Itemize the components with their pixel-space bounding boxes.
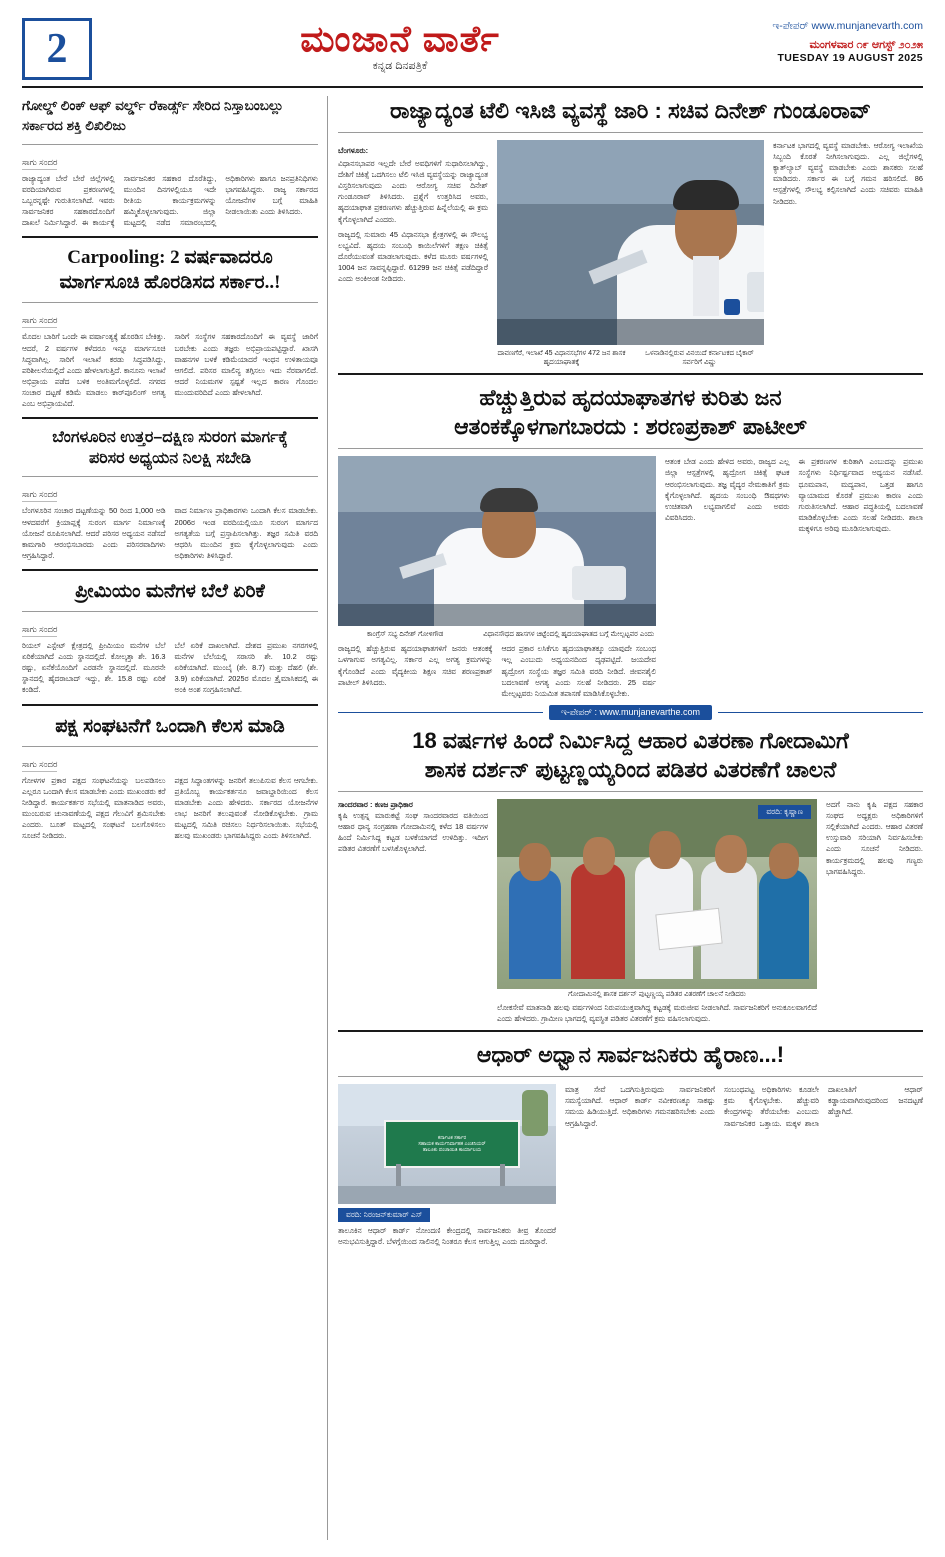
story-carpooling xyxy=(22,246,318,409)
photo-caption-right: ಒಳನಾಡಿನಲ್ಲಿರುವ ವಿನಯಿದೆ ಕರ್ನಾಟಕದ ಬೈಕಾರ್ ಸರ್ವರಿಗೆ ವಿಷ್ಣು xyxy=(645,350,754,367)
story-party-organisation-headline: ಪಕ್ಷ ಸಂಘಟನೆಗೆ ಒಂದಾಗಿ ಕೆಲಸ ಮಾಡಿ xyxy=(55,715,285,737)
paper-subtitle: ಕನ್ನಡ ದಿನಪತ್ರಿಕೆ xyxy=(372,59,428,72)
left-column xyxy=(22,96,328,1540)
story-tunnel-byline: ಸಾಗು ಸಂದರ xyxy=(22,489,57,502)
story-premium-homes-body-2: ಬೆಲೆ ಏರಿಕೆ ದಾಖಲಾಗಿದೆ. ದೇಶದ ಪ್ರಮುಖ ನಗರಗಳಲ್ಲಿ ಮನೆಗಳ ಬೆಲೆಯಲ್ಲಿ ಸರಾಸರಿ ಶೇ. 10.2 ರಷ್ಟು ಏರಿಕೆಯಾಗಿದೆ. ಮುಂಬೈ (ಶೇ. 8.7) ಮತ್ತು ದೆಹಲಿ (ಶೇ. 3.9) ಏರಿಕೆಯಾಗಿದೆ. 2025ರ ಮೊದಲ ತ್ರೈಮಾಸಿಕದಲ್ಲಿ ಈ ಅಂಕಿ ಅಂಶ ಸಂಗ್ರಹಿಸಲಾಗಿದೆ. xyxy=(174,641,318,695)
page-body xyxy=(22,96,923,1540)
story-tele-ecg-headline: ರಾಜ್ಯಾದ್ಯಂತ ಟೆಲಿ ಇಸಿಜಿ ವ್ಯವಸ್ಥೆ ಜಾರಿ : ಸಚಿವ ದಿನೇಶ್ ಗುಂಡೂರಾವ್ xyxy=(390,98,871,123)
epaper-label: ಇ-ಪೇಪರ್ xyxy=(772,20,809,32)
story-party-organisation-body-2: ಪಕ್ಷದ ಸಿದ್ಧಾಂತಗಳನ್ನು ಜನರಿಗೆ ತಲುಪಿಸುವ ಕೆಲಸ ಆಗಬೇಕು. ಪ್ರತಿಯೊಬ್ಬ ಕಾರ್ಯಕರ್ತನೂ ಜವಾಬ್ದಾರಿಯಿಂದ ಕೆಲಸ ಮಾಡಬೇಕು ಎಂದು ಹೇಳಿದರು. ಸರ್ಕಾರದ ಯೋಜನೆಗಳ ಲಾಭ ಜನರಿಗೆ ತಲುಪುವಂತೆ ನೋಡಿಕೊಳ್ಳಬೇಕು. ಗ್ರಾಮ ಮಟ್ಟದಲ್ಲಿ ಸಮಿತಿ ರಚಿಸಲು ನಿರ್ಧರಿಸಲಾಯಿತು. ಸಭೆಯಲ್ಲಿ ಹಲವು ಮುಖಂಡರು ಭಾಗವಹಿಸಿದ್ದರು ಎಂದು ತಿಳಿಸಲಾಗಿದೆ. xyxy=(174,775,318,841)
story-party-organisation xyxy=(22,714,318,842)
godown-photo-caption: ಗೋದಾಮಿನಲ್ಲಿ ಶಾಸಕ ದರ್ಶನ್ ಪುಟ್ಟಣ್ಣಯ್ಯ ಪಡಿತರ ವಿತರಣೆಗೆ ಚಾಲನೆ ನೀಡಿದರು xyxy=(568,990,746,998)
story-heart-attack-body-1: ರಾಜ್ಯದಲ್ಲಿ ಹೆಚ್ಚುತ್ತಿರುವ ಹೃದಯಾಘಾತಗಳಿಗೆ ಜನರು ಆತಂಕಕ್ಕೆ ಒಳಗಾಗುವ ಅಗತ್ಯವಿಲ್ಲ. ಸರ್ಕಾರ ಎಲ್ಲ ಅಗತ್ಯ ಕ್ರಮಗಳನ್ನು ಕೈಗೊಂಡಿದೆ ಎಂದು ವೈದ್ಯಕೀಯ ಶಿಕ್ಷಣ ಸಚಿವ ಶರಣಪ್ರಕಾಶ್ ಪಾಟೀಲ್ ತಿಳಿಸಿದರು. xyxy=(338,644,493,687)
main-column xyxy=(338,96,923,1540)
story-tunnel xyxy=(22,427,318,561)
story-premium-homes-body-1: ರಿಯಲ್ ಎಸ್ಟೇಟ್ ಕ್ಷೇತ್ರದಲ್ಲಿ ಪ್ರೀಮಿಯಂ ಮನೆಗಳ ಬೆಲೆ ಏರಿಕೆಯಾಗಿದೆ ಎಂದು ಸ್ಥಾನದಲ್ಲಿದೆ. ಕೋಲ್ಕತ್ತಾ ಶೇ. 16.3 ರಷ್ಟು, ಏನೆಕೆಯೊಂದಿಗೆ ಎರಡನೇ ಸ್ಥಾನದಲ್ಲಿದೆ. ಮೂರನೇ ಸ್ಥಾನದಲ್ಲಿ ಹೈದರಾಬಾದ್ ಇದ್ದು, ಶೇ. 15.8 ರಷ್ಟು ಏರಿಕೆ ಕಂಡಿದೆ. xyxy=(22,641,166,695)
masthead xyxy=(22,18,923,88)
website-url: www.munjanevarth.com xyxy=(811,20,923,32)
story-carpooling-body-1: ಮೊದಲ ಬಾರಿಗೆ ಒಂದೇ ಈ ವರ್ಷಾಂತ್ಯಕ್ಕೆ ಹೊರಡಿಸ ಬೇಕಿತ್ತು. ಆದರೆ, 2 ವರ್ಷಗಳ ಕಳೆದರೂ ಇನ್ನೂ ಮಾರ್ಗಸೂಚಿ ಸಿದ್ಧವಾಗಿಲ್ಲ. ಸಾರಿಗೆ ಇಲಾಖೆ ಕರಡು ಸಿದ್ಧಪಡಿಸಿದ್ದು, ಪರಿಶೀಲನೆಯಲ್ಲಿದೆ ಎಂದು ಹೇಳಲಾಗುತ್ತಿದೆ. ಕಾನೂನು ಇಲಾಖೆ ಅಭಿಪ್ರಾಯ ಪಡೆದ ಬಳಿಕ ಅಂತಿಮಗೊಳ್ಳಲಿದೆ. ನಗರದ ಸಂಚಾರ ದಟ್ಟಣೆ ಕಡಿಮೆ ಮಾಡಲು ಕಾರ್‌ಪೂಲಿಂಗ್ ಅಗತ್ಯ ಎಂಬ ಅಭಿಪ್ರಾಯವಿದೆ. xyxy=(22,332,166,409)
story-aadhaar-body-2: ಮಾತ್ರ ಸೇವೆ ಒದಗಿಸುತ್ತಿರುವುದು ಸಾರ್ವಜನಿಕರಿಗೆ ಸಮಸ್ಯೆಯಾಗಿದೆ. ಆಧಾರ್ ಕಾರ್ಡ್ ನವೀಕರಣಕ್ಕೂ ಸಾಕಷ್ಟು ಸಮಯ ಹಿಡಿಯುತ್ತಿದೆ. ಅಧಿಕಾರಿಗಳು ಗಮನಹರಿಸಬೇಕು ಎಂದು ಆಗ್ರಹಿಸಿದ್ದಾರೆ. xyxy=(565,1085,715,1128)
board-line-1: ಕರ್ನಾಟಕ ಸರ್ಕಾರ xyxy=(437,1134,467,1141)
masthead-title-wrap xyxy=(92,20,708,73)
story-carpooling-byline: ಸಾಗು ಸಂದರ xyxy=(22,315,57,328)
story-carpooling-headline-2: ಮಾರ್ಗಸೂಚಿ ಹೊರಡಿಸದ ಸರ್ಕಾರ..! xyxy=(59,271,281,293)
story-carpooling-body-2: ಸಾರಿಗೆ ಸಂಸ್ಥೆಗಳ ಸಹಕಾರದೊಂದಿಗೆ ಈ ವ್ಯವಸ್ಥೆ ಜಾರಿಗೆ ಬರಬೇಕು ಎಂದು ತಜ್ಞರು ಅಭಿಪ್ರಾಯಪಟ್ಟಿದ್ದಾರೆ. ಖಾಸಗಿ ವಾಹನಗಳ ಬಳಕೆ ಕಡಿಮೆಯಾದರೆ ಇಂಧನ ಉಳಿತಾಯವೂ ಆಗಲಿದೆ. ಪರಿಸರ ಮಾಲಿನ್ಯ ತಗ್ಗಿಸಲು ಇದು ನೆರವಾಗಲಿದೆ. ಆದರೆ ನಿಯಮಗಳ ಸ್ಪಷ್ಟತೆ ಇಲ್ಲದ ಕಾರಣ ಗೊಂದಲ ಮುಂದುವರಿದಿದೆ ಎಂದು ಹೇಳಲಾಗಿದೆ. xyxy=(174,332,318,397)
story-premium-homes-headline: ಪ್ರೀಮಿಯಂ ಮನೆಗಳ ಬೆಲೆ ಏರಿಕೆ xyxy=(75,580,265,602)
story-goldlink-headline: ಗೋಲ್ಡ್ ಲಿಂಕ್ ಆಫ್ ವರ್ಲ್ಡ್ ರೆಕಾರ್ಡ್ಸ್ ಸೇರಿದ ನಿಸ್ತಾಬಂಬಲ್ಲು ಸರ್ಕಾರದ ಶಕ್ತಿ ಲಿಖಿಲಿಜು xyxy=(22,98,284,134)
story-tele-ecg-body-3: ಕರ್ನಾಟಕ ಭಾಗದಲ್ಲಿ ವ್ಯವಸ್ಥೆ ಮಾಡಬೇಕು. ಆರೋಗ್ಯ ಇಲಾಖೆಯ ಸಿಬ್ಬಂದಿ ಕೊರತೆ ನೀಗಿಸಲಾಗುವುದು. ಎಲ್ಲ ಜಿಲ್ಲೆಗಳಲ್ಲಿ ಕ್ಯಾತ್‌ಲ್ಯಾಬ್ ವ್ಯವಸ್ಥೆ ಮಾಡಬೇಕು ಎಂದು ಶಾಸಕರು ಸಲಹೆ ಮಾಡಿದರು. ಸರ್ಕಾರ ಈ ಬಗ್ಗೆ ಗಮನ ಹರಿಸಲಿದೆ. 86 ಆಸ್ಪತ್ರೆಗಳಲ್ಲಿ ಸೌಲಭ್ಯ ಕಲ್ಪಿಸಲಾಗಿದೆ ಎಂದು ಸಚಿವರು ಮಾಹಿತಿ ನೀಡಿದರು. xyxy=(773,141,923,206)
story-heart-attack-body-4: ಈ ಪ್ರಕರಣಗಳ ಕುರಿತಾಗಿ ಎಂಬುದನ್ನು ಪ್ರಮುಖ ಸಂಸ್ಥೆಗಳು ನಿರ್ಧಿರ್ಷ್ಟವಾದ ಅಧ್ಯಯನ ನಡೆಸಿವೆ. ಧೂಮಪಾನ, ಮದ್ಯಪಾನ, ಒತ್ತಡ ಹಾಗೂ ವ್ಯಾಯಾಮದ ಕೊರತೆ ಪ್ರಮುಖ ಕಾರಣ ಎಂದು ಗುರುತಿಸಲಾಗಿದೆ. ಆಹಾರ ಪದ್ಧತಿಯಲ್ಲಿ ಬದಲಾವಣೆ ಮಾಡಿಕೊಳ್ಳಬೇಕು ಎಂದು ಸಲಹೆ ನೀಡಿದರು. ಶಾಲಾ ಮಕ್ಕಳಿಗೂ ಅರಿವು ಮೂಡಿಸಲಾಗುವುದು. xyxy=(798,457,923,533)
story-goldlink-byline: ಸಾಗು ಸಂದರ xyxy=(22,157,57,170)
story-heart-attack-headline-1: ಹೆಚ್ಚುತ್ತಿರುವ ಹೃದಯಾಘಾತಗಳ ಕುರಿತು ಜನ xyxy=(479,385,782,411)
story-tele-ecg-body-2: ರಾಜ್ಯದಲ್ಲಿ ಸುಮಾರು 45 ವಿಧಾನಸಭಾ ಕ್ಷೇತ್ರಗಳಲ್ಲಿ ಈ ಸೌಲಭ್ಯ ಲಭ್ಯವಿದೆ. ಹೃದಯ ಸಂಬಂಧಿ ಕಾಯಿಲೆಗಳಿಗೆ ತಕ್ಷಣ ಚಿಕಿತ್ಸೆ ದೊರೆಯುವಂತೆ ಮಾಡಲಾಗುವುದು. ಕಳೆದ ಮೂರು ವರ್ಷಗಳಲ್ಲಿ 1004 ಜನ ಸಾವನ್ನಪ್ಪಿದ್ದಾರೆ. 61299 ಜನ ಚಿಕಿತ್ಸೆ ಪಡೆದಿದ್ದಾರೆ ಎಂದು ಅಂಕಿಅಂಶ ನೀಡಿದರು. xyxy=(338,229,488,284)
story-tele-ecg xyxy=(338,96,923,367)
photo-minister-sharanprakash-patil xyxy=(338,456,656,626)
story-aadhaar-headline: ಆಧಾರ್ ಅಧ್ವಾನ ಸಾರ್ವಜನಿಕರು ಹೈರಾಣ...! xyxy=(476,1042,785,1068)
godown-photo-credit: ವರದಿ: ಕೃಷ್ಣಾಣ xyxy=(758,805,811,819)
story-godown-headline-2: ಶಾಸಕ ದರ್ಶನ್ ಪುಟ್ಟಣ್ಣಯ್ಯರಿಂದ ಪಡಿತರ ವಿತರಣೆಗೆ ಚಾಲನೆ xyxy=(424,756,837,782)
story-tele-ecg-body-1: ವಿಧಾನಸಭಾಪರ ಇಲ್ಲದೇ ಬೇರೆ ಅವಧಿಗಳಿಗೆ ಸುಧಾರಿಸಲಾಗಿದ್ದು, ದೇಶಿಗೆ ಚಿಕಿತ್ಸೆ ಒದಗಿಸಲು ಟೆಲಿ ಇಸಿಜಿ ವ್ಯವಸ್ಥೆಯನ್ನು ರಾಜ್ಯಾದ್ಯಂತ ವಿಸ್ತರಿಸಲಾಗುವುದು ಎಂದು ಆರೋಗ್ಯ ಸಚಿವ ದಿನೇಶ್ ಗುಂಡೂರಾವ್ ತಿಳಿಸಿದರು. ಪ್ರಶ್ನೆಗೆ ಉತ್ತರಿಸಿದ ಅವರು, ಹೃದಯಾಘಾತ ಪ್ರಕರಣಗಳು ಹೆಚ್ಚುತ್ತಿರುವ ಹಿನ್ನೆಲೆಯಲ್ಲಿ ಈ ಕ್ರಮ ಕೈಗೊಳ್ಳಲಾಗಿದೆ ಎಂದರು. xyxy=(338,159,488,224)
photo-ration-distribution xyxy=(497,799,817,989)
story-godown-body-1: ಕೃಷಿ ಉತ್ಪನ್ನ ಮಾರುಕಟ್ಟೆ ಸಂಘ ಸಾಂದರವಾರದ ವತಿಯಿಂದ ಆಹಾರ ಧಾನ್ಯ ಸಂಗ್ರಹಣಾ ಗೋದಾಮಿನಲ್ಲಿ ಕಳೆದ 18 ವರ್ಷಗಳ ಹಿಂದೆ ನಿರ್ಮಿಸಿದ್ದ ಕಟ್ಟಡ ಬಳಕೆಯಾಗದೆ ಉಳಿದಿತ್ತು. ಇದೀಗ ಪಡಿತರ ವಿತರಣೆಗೆ ಬಳಸಿಕೊಳ್ಳಲಾಗಿದೆ. xyxy=(338,811,488,854)
story-goldlink xyxy=(22,96,318,228)
photo-caption-left: ದಾವಣಗೆರೆ, ಇಲಾಖೆ 45 ವಿಧಾನಸಭೆಗಳ 472 ಜನ ಶಾಸಕ ಹೃದಯಾಘಾತಕ್ಕೆ xyxy=(497,350,626,367)
story-heart-attack-body-3: ಆತಂಕ ಬೇಡ ಎಂದು ಹೇಳಿದ ಅವರು, ರಾಜ್ಯದ ಎಲ್ಲ ಜಿಲ್ಲಾ ಆಸ್ಪತ್ರೆಗಳಲ್ಲಿ ಹೃದ್ರೋಗ ಚಿಕಿತ್ಸೆ ಘಟಕ ಆರಂಭಿಸಲಾಗುವುದು. ತಜ್ಞ ವೈದ್ಯರ ನೇಮಕಾತಿಗೆ ಕ್ರಮ ಕೈಗೊಳ್ಳಲಾಗಿದೆ. ಹೃದಯ ಸಂಬಂಧಿ ಔಷಧಗಳು ಉಚಿತವಾಗಿ ಲಭ್ಯವಾಗಲಿವೆ ಎಂದು ಅವರು ವಿವರಿಸಿದರು. xyxy=(665,457,790,522)
story-party-organisation-body-1: ಗೋಳಗಳ ಪ್ರಕಾರ ಪಕ್ಷದ ಸಂಘಟನೆಯನ್ನು ಬಲಪಡಿಸಲು ಎಲ್ಲರೂ ಒಂದಾಗಿ ಕೆಲಸ ಮಾಡಬೇಕು ಎಂದು ಮುಖಂಡರು ಕರೆ ನೀಡಿದ್ದಾರೆ. ಕಾರ್ಯಕರ್ತರ ಸಭೆಯಲ್ಲಿ ಮಾತನಾಡಿದ ಅವರು, ಮುಂಬರುವ ಚುನಾವಣೆಯಲ್ಲಿ ಪಕ್ಷದ ಗೆಲುವಿಗೆ ಶ್ರಮಿಸಬೇಕು ಎಂದರು. ಬೂತ್ ಮಟ್ಟದಲ್ಲಿ ಸಂಘಟನೆ ಬಲಗೊಳಿಸಲು ಸೂಚನೆ ನೀಡಿದರು. xyxy=(22,775,166,841)
story-godown-body-3: ಅದಗೆ ನಾನು ಕೃಷಿ ಪಕ್ಷದ ಸಹಕಾರ ಸಂಘದ ಅಧ್ಯಕ್ಷರು ಅಧಿಕಾರಿಗಳಿಗೆ ಸಲ್ಲಿಕೆಯಾಗಿದೆ ಎಂದರು. ಆಹಾರ ವಿತರಣೆ ಉಸ್ತುವಾರಿ ಸರಿಯಾಗಿ ನಿರ್ವಹಿಸಬೇಕು ಎಂದು ಸೂಚನೆ ನೀಡಿದರು. ಕಾರ್ಯಕ್ರಮದಲ್ಲಿ ಹಲವು ಗಣ್ಯರು ಭಾಗವಹಿಸಿದ್ದರು. xyxy=(826,799,923,876)
story-heart-attack-body-2: ಆದರ ಪ್ರಕಾರ ಲಸಿಕೆಗೂ ಹೃದಯಾಘಾತಕ್ಕೂ ಯಾವುದೇ ಸಂಬಂಧ ಇಲ್ಲ ಎಂಬುದು ಅಧ್ಯಯನದಿಂದ ದೃಢಪಟ್ಟಿದೆ. ಜಯದೇವ ಹೃದ್ರೋಗ ಸಂಸ್ಥೆಯ ತಜ್ಞರ ಸಮಿತಿ ವರದಿ ನೀಡಿದೆ. ಜೀವನಶೈಲಿ ಬದಲಾವಣೆ ಅಗತ್ಯ ಎಂದು ಸಲಹೆ ನೀಡಿದರು. 25 ವರ್ಷ ಮೇಲ್ಪಟ್ಟವರು ನಿಯಮಿತ ತಪಾಸಣೆ ಮಾಡಿಸಿಕೊಳ್ಳಬೇಕು. xyxy=(501,644,656,698)
board-line-3: ತಾಲೂಕು ಪಂಚಾಯಿತಿ ಕಾರ್ಯಾಲಯ xyxy=(422,1147,482,1154)
date-kannada: ಮಂಗಳವಾರ ೧೯ ಆಗಸ್ಟ್ ೨೦೨೫ xyxy=(809,39,923,51)
heart-caption-left: ಕಾಂಗ್ರೆಸ್ ಸಭ್ಯ ದಿನೇಶ್ ಗೋಳಿಗೌಡ xyxy=(366,631,444,639)
photo-taluk-panchayat-office xyxy=(338,1084,556,1204)
story-tunnel-body-2: ವಾದ ನಿರ್ಮಾಣ ಪ್ರಾಧಿಕಾರಗಳು ಒಂದಾಗಿ ಕೆಲಸ ಮಾಡಬೇಕು. 2006ರ ಇಂಡ ವರದಿಯಲ್ಲಿಯೂ ಸುರಂಗ ಮಾರ್ಗದ ಅಗತ್ಯತೆಯ ಬಗ್ಗೆ ಪ್ರಸ್ತಾಪಿಸಲಾಗಿತ್ತು. ತಜ್ಞರ ಸಮಿತಿ ವರದಿ ಆಧರಿಸಿ ಮುಂದಿನ ಕ್ರಮ ಕೈಗೊಳ್ಳಲಾಗುವುದು ಎಂದು ಅಧಿಕಾರಿಗಳು ತಿಳಿಸಿದ್ದಾರೆ. xyxy=(174,506,318,560)
page-number-box xyxy=(22,18,92,80)
story-tunnel-headline-1: ಬೆಂಗಳೂರಿನ ಉತ್ತರ–ದಕ್ಷಿಣ ಸುರಂಗ ಮಾರ್ಗಕ್ಕೆ xyxy=(52,429,288,447)
story-godown-headline-1: 18 ವರ್ಷಗಳ ಹಿಂದೆ ನಿರ್ಮಿಸಿದ್ದ ಆಹಾರ ವಿತರಣಾ ಗೋದಾಮಿಗೆ xyxy=(412,727,849,753)
mid-banner[interactable] xyxy=(338,705,923,720)
mid-banner-label: ಇ-ಪೇಪರ್ : www.munjanevarthe.com xyxy=(549,705,712,720)
story-premium-homes xyxy=(22,579,318,696)
story-godown-body-2: ಲೋಕಸೇವೆ ಮಾತನಾಡಿ ಹಲವು ವರ್ಷಗಳಿಂದ ನಿರುಪಯುಕ್ತವಾಗಿದ್ದ ಕಟ್ಟಡಕ್ಕೆ ಮರುಜೀವ ನೀಡಲಾಗಿದೆ. ಸಾರ್ವಜನಿಕರಿಗೆ ಅನುಕೂಲವಾಗಲಿದೆ ಎಂದು ಹೇಳಿದರು. ಗ್ರಾಮೀಣ ಭಾಗದಲ್ಲಿ ವ್ಯವಸ್ಥಿತ ಪಡಿತರ ವಿತರಣೆಗೆ ಕ್ರಮ ವಹಿಸಲಾಗುವುದು. xyxy=(497,1002,817,1024)
aadhaar-photo-credit: ವರದಿ: ನಿರಂಜನ್‌ಕುಮಾರ್ ಎಸ್ xyxy=(338,1208,430,1222)
board-line-2: ಸಹಾಯಕ ಕಾರ್ಯನಿರ್ವಾಹಕ ಎಂಜಿನಿಯರ್ xyxy=(418,1141,486,1148)
story-aadhaar-body-1: ತಾಲೂಕಿನ ಆಧಾರ್ ಕಾರ್ಡ್ ನೋಂದಣಿ ಕೇಂದ್ರದಲ್ಲಿ ಸಾರ್ವಜನಿಕರು ತೀವ್ರ ತೊಂದರೆ ಅನುಭವಿಸುತ್ತಿದ್ದಾರೆ. ಬೆಳಗ್ಗೆಯಿಂದ ಸಾಲಿನಲ್ಲಿ ನಿಂತರೂ ಕೆಲಸ ಆಗುತ್ತಿಲ್ಲ ಎಂದು ದೂರಿದ್ದಾರೆ. xyxy=(338,1226,556,1247)
story-tele-ecg-dateline: ಬೆಂಗಳೂರು: xyxy=(338,146,369,156)
story-party-organisation-byline: ಸಾಗು ಸಂದರ xyxy=(22,759,57,772)
story-goldlink-body: ರಾಜ್ಯಾದ್ಯಂತ ಬೇರೆ ಬೇರೆ ಜಿಲ್ಲೆಗಳಲ್ಲಿ ವರದಿಯಾಗಿರುವ ಪ್ರಕರಣಗಳಲ್ಲಿ ಒಬ್ಬರನ್ನಷ್ಟೇ ಗುರುತಿಸಲಾಗಿದೆ. ಇವರು ಸಾರ್ವಜನಿಕರ ಸಹಕಾರದೊಂದಿಗೆ ದಾಖಲೆ ನಿರ್ಮಿಸಿದ್ದಾರೆ. ಈ ಕಾರ್ಯಕ್ಕೆ ಸಾರ್ವಜನಿಕರ ಸಹಕಾರ ದೊರೆತಿದ್ದು, ಮುಂದಿನ ದಿನಗಳಲ್ಲಿಯೂ ಇದೇ ರೀತಿಯ ಕಾರ್ಯಕ್ರಮಗಳನ್ನು ಹಮ್ಮಿಕೊಳ್ಳಲಾಗುವುದು. ಜಿಲ್ಲಾ ಮಟ್ಟದಲ್ಲಿ ನಡೆದ ಸಮಾರಂಭದಲ್ಲಿ ಅಧಿಕಾರಿಗಳು ಹಾಗೂ ಜನಪ್ರತಿನಿಧಿಗಳು ಭಾಗವಹಿಸಿದ್ದರು. ರಾಜ್ಯ ಸರ್ಕಾರದ ಯೋಜನೆಗಳ ಬಗ್ಗೆ ಮಾಹಿತಿ ನೀಡಲಾಯಿತು ಎಂದು ತಿಳಿಸಿದರು. xyxy=(22,173,318,227)
story-tunnel-headline-2: ಪರಿಸರ ಅಧ್ಯಯನ ನಿಲಕ್ಷಿ ಸಬೇಡಿ xyxy=(88,450,252,468)
story-aadhaar-body-3: ಸಂಬಂಧಪಟ್ಟ ಅಧಿಕಾರಿಗಳು ಕೂಡಲೇ ಕ್ರಮ ಕೈಗೊಳ್ಳಬೇಕು. ಹೆಚ್ಚುವರಿ ಕೇಂದ್ರಗಳನ್ನು ತೆರೆಯಬೇಕು ಎಂಬುದು ಸಾರ್ವಜನಿಕರ ಒತ್ತಾಯ. ಮಕ್ಕಳ ಶಾಲಾ ದಾಖಲಾತಿಗೆ ಆಧಾರ್ ಕಡ್ಡಾಯವಾಗಿರುವುದರಿಂದ ಜನದಟ್ಟಣೆ ಹೆಚ್ಚಾಗಿದೆ. xyxy=(724,1085,923,1128)
story-heart-attack-headline-2: ಆತಂಕಕ್ಕೊಳಗಾಗಬಾರದು : ಶರಣಪ್ರಕಾಶ್ ಪಾಟೀಲ್ xyxy=(454,414,807,440)
story-tunnel-body-1: ಬೆಂಗಳೂರಿನ ಸಂಚಾರ ದಟ್ಟಣೆಯನ್ನು 50 ರಿಂದ 1,000 ಅಡಿ ಆಳದವರೆಗೆ ಕ್ರಿಯಾಪ್ಲಕ್ಕೆ ಸುರಂಗ ಮಾರ್ಗ ನಿರ್ಮಾಣಕ್ಕೆ ಯೋಜನೆ ರೂಪಿಸಲಾಗಿದೆ. ಆದರೆ ಪರಿಸರ ಅಧ್ಯಯನ ನಡೆಸದೆ ಕಾಮಗಾರಿ ಆರಂಭಿಸಬಾರದು ಎಂದು ಪರಿಸರವಾದಿಗಳು ಆಗ್ರಹಿಸಿದ್ದಾರೆ. xyxy=(22,506,166,560)
paper-title: ಮಂಜಾನೆ ವಾರ್ತೆ xyxy=(300,18,500,59)
date-english: TUESDAY 19 AUGUST 2025 xyxy=(777,52,923,64)
story-heart-attack xyxy=(338,383,923,699)
story-premium-homes-byline: ಸಾಗು ಸಂದರ xyxy=(22,624,57,637)
story-carpooling-headline-1: Carpooling: 2 ವರ್ಷವಾದರೂ xyxy=(67,247,273,269)
heart-caption-mid: ವಿಧಾನಸೌಧದ ಹಾಸಗಳ ಚಿಟ್ಟೆಂದಲ್ಲಿ ಹೃದಯಾಘಾತದ ಬಗ್ಗೆ ಮೇಲ್ಪಟ್ಟವರ ಎಂದು xyxy=(483,631,655,639)
story-godown xyxy=(338,726,923,1024)
story-godown-dateline: ಸಾಂದರವಾರ : ಕಣಜ ಪ್ರಾಧಿಕಾರ xyxy=(338,799,413,809)
epaper-link[interactable] xyxy=(708,20,923,33)
story-aadhaar xyxy=(338,1040,923,1247)
photo-minister-dinesh-gundurao xyxy=(497,140,764,345)
page-number: 2 xyxy=(46,26,68,72)
masthead-meta xyxy=(708,20,923,64)
